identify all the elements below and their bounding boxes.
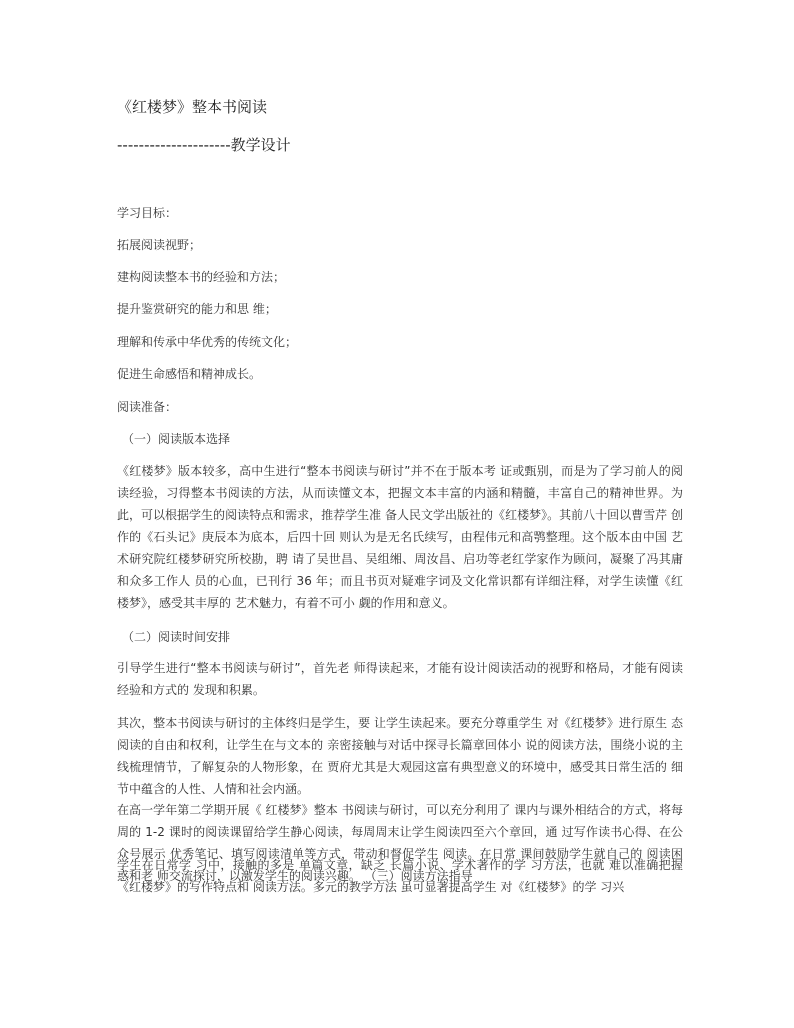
section-heading: （一）阅读版本选择 <box>122 432 231 446</box>
objective-item: 建构阅读整本书的经验和方法； <box>117 270 286 284</box>
objectives-heading: 学习目标： <box>117 206 178 220</box>
paragraph: 其次，整本书阅读与研讨的主体终归是学生，要 让学生读起来。要充分尊重学生 对《红楼梦》进行原生 态阅读的自由和权利，让学生在与文本的 亲密接触与对话中探寻长篇章回体小 说的阅读方法，围绕小说的主线梳理情节，了解复杂的人物形象，在 贾府尤其是大观园这富有典型意义的环境中，感受其日常生活的 细节中蕴含的人性、人情和社会内涵。 <box>117 716 683 796</box>
paragraph: 《红楼梦》版本较多，高中生进行“整本书阅读与研讨”并不在于版本考 证或甄别，而是为了学习前人的阅读经验，习得整本书阅读的方法，从而读懂文本，把握文本丰富的内涵和精髓，丰富自己的精神世界。为此，可以根据学生的阅读特点和需求，推荐学生准 备人民文学出版社的《红楼梦》。其前八十回以曹雪芹 创作的《石头记》庚辰本为底本，后四十回 则认为是无名氏续写，由程伟元和高鹗整理。这个版本由中国 艺术研究院红楼梦研究所校勘，聘 请了吴世昌、吴组缃、周汝昌、启功等老红学家作为顾问，凝聚了冯其庸和众多工作人 员的心血，已刊行 36 年；而且书页对疑难字词及文化常识都有详细注释，对学生读懂《红楼梦》，感受其丰厚的 艺术魅力，有着不可小 觑的作用和意义。 <box>117 464 683 610</box>
objective-item: 理解和传承中华优秀的传统文化； <box>117 335 298 349</box>
prep-heading: 阅读准备： <box>117 400 178 414</box>
section-heading: （二）阅读时间安排 <box>122 630 231 644</box>
document-subtitle: ---------------------教学设计 <box>117 136 291 154</box>
paragraph: 在高一学年第二学期开展《 红楼梦》整本 书阅读与研讨，可以充分利用了 课内与课外相结合的方式，将每周的 1-2 课时的阅读课留给学生静心阅读，每周周末让学生阅读四至六个章回，通 过写作读书心得、在公众号展示 优秀笔记、填写阅读清单等方式，带动和督促学生 阅读。在日常 课间鼓励学生就自己的 阅读困惑和老 师交流探讨，以激发学生的阅读兴趣。 （三）阅读方法指导 <box>117 803 683 883</box>
objective-item: 拓展阅读视野； <box>117 238 202 252</box>
objective-item: 提升鉴赏研究的能力和思 维； <box>117 302 277 316</box>
document-title: 《红楼梦》整本书阅读 <box>117 98 268 116</box>
paragraph: 引导学生进行“整本书阅读与研讨”，首先老 师得读起来，才能有设计阅读活动的视野和格局，才能有阅读经验和方式的 发现和积累。 <box>117 661 683 697</box>
objective-item: 促进生命感悟和精神成长。 <box>117 367 262 381</box>
paragraph: 学生在日常学 习中，接触的多是 单篇文章，缺乏 长篇小说、学术著作的学 习方法，也就 难以准确把握《红楼梦》的写作特点和 阅读方法。多元的教学方法 虽可显著提高学生 对《红楼梦》的学 习兴 <box>117 858 683 894</box>
